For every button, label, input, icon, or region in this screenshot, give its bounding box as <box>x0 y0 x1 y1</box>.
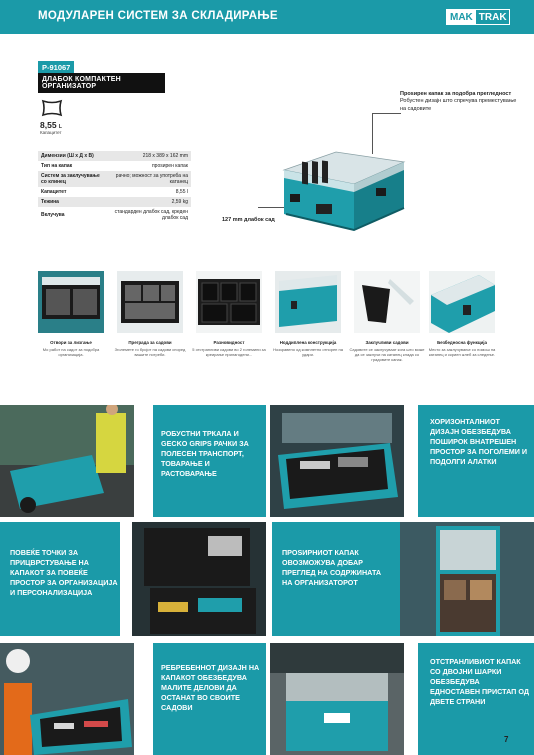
spec-row <box>38 207 191 223</box>
feature-title: Преграда за садови <box>128 340 172 345</box>
panel-text: РОБУСТНИ ТРКАЛА И GECKO GRIPS РАЧКИ ЗА ПОЛЕСЕН ТРАНСПОРТ, ТОВАРАЊЕ И РАСТОВАРАЊЕ <box>161 429 249 478</box>
lid-callout <box>400 91 520 113</box>
header-title: МОДУЛАРЕН СИСТЕМ ЗА СКЛАДИРАЊЕ <box>38 10 278 22</box>
spec-value: 2,59 kg <box>108 197 191 207</box>
logo-mak: MAK <box>447 10 476 24</box>
panel-text: ОТСТРАНЛИВИОТ КАПАК СО ДВОЈНИ ШАРКИ ОБЕЗБЕДУВА ЕДНОСТАВЕН ПРИСТАП ОД ДВЕТЕ СТРАНИ <box>430 657 529 706</box>
spec-value: 8,55 l <box>175 189 188 195</box>
capacity-number: 8,55 <box>40 120 57 130</box>
panel-photo <box>270 405 404 517</box>
feature-desc: Мо работ на садот за подобра организација. <box>42 347 100 358</box>
panel-text: ХОРИЗОНТАЛНИОТ ДИЗАЈН ОБЕЗБЕДУВА ПОШИРОК ВНАТРЕШЕН ПРОСТОР ЗА ПОГОЛЕМИ И ПОДОЛГИ АЛАТКИ <box>430 417 528 466</box>
panel-text: ПОВЕЌЕ ТОЧКИ ЗА ПРИЦВРСТУВАЊЕ НА КАПАКОТ ЗА ПОВЕЌЕ ПРОСТОР ЗА ОРГАНИЗАЦИЈА И ПЕРСОНАЛИЗАЦИЈА <box>10 548 118 597</box>
callout-title: Проѕирен капак за подобра прегледност <box>400 91 512 97</box>
spec-key: Тежина <box>38 197 108 207</box>
organizer-product-image <box>276 142 412 238</box>
spec-value: рачно; можност за употреба на катанец <box>108 171 191 187</box>
page-number: 7 <box>504 735 509 744</box>
product-title: ДЛАБОК КОМПАКТЕН ОРГАНИЗАТОР <box>38 73 165 93</box>
callout-text: Робустен дизајн што спречува преместување на садовите <box>400 98 517 112</box>
feature-photo <box>117 271 183 333</box>
feature-desc: Ноззравено од комплетно отпорен на удари. <box>273 347 343 358</box>
feature-title: Безбедносна функција <box>437 340 487 345</box>
spec-value: проѕирен капак <box>151 163 188 169</box>
panel-photo <box>400 522 534 636</box>
feature-photo <box>196 271 262 333</box>
panel-text: ПРОЅИРНИОТ КАПАК ОВОЗМОЖУВА ДОБАР ПРЕГЛЕД НА СОДРЖИНАТА НА ОРГАНИЗАТОРОТ <box>282 548 382 587</box>
spec-row <box>38 161 191 171</box>
feature-desc: 5 отстранливи садови во 2 големини за креирање прилагодени... <box>192 347 266 358</box>
spec-key: Тип на капак <box>41 163 73 169</box>
feature-photo <box>275 271 341 333</box>
feature-photo <box>354 271 420 333</box>
spec-key: Димензии (Ш х Д х В) <box>38 151 108 161</box>
feature-desc: Зголемете го бројот на садови според вашите потреби. <box>114 347 186 358</box>
spec-row <box>38 187 191 197</box>
feature-photo <box>38 271 104 333</box>
feature-title: Разновидност <box>213 340 245 345</box>
depth-label: 127 mm длабок сад <box>222 217 275 223</box>
spec-value: стандарден длабок сад, креден длабок сад <box>114 209 188 221</box>
spec-row <box>38 151 191 161</box>
maktrak-logo <box>446 9 510 25</box>
panel-photo <box>132 522 266 636</box>
panel-photo <box>0 405 134 517</box>
feature-title: Отвори за лизгање <box>50 340 92 345</box>
capacity-label: Капацитет <box>40 130 62 135</box>
panel-text: РЕБРЕБЕННОТ ДИЗАЈН НА КАПАКОТ ОБЕЗБЕДУВА МАЛИТЕ ДЕЛОВИ ДА ОСТАНАТ ВО СВОИТЕ САДОВИ <box>161 663 260 712</box>
product-code: P-91067 <box>38 61 74 74</box>
panel-photo <box>270 643 404 755</box>
panel-photo <box>0 643 134 755</box>
spec-value: 218 x 389 x 162 mm <box>108 151 191 161</box>
spec-key: Систем за заклучување со клинец <box>38 171 108 187</box>
spec-row <box>38 197 191 207</box>
feature-title: Заклучливи садови <box>365 340 409 345</box>
spec-key: Капацитет <box>41 189 67 195</box>
spec-row <box>38 171 191 187</box>
feature-photo <box>429 271 495 333</box>
feature-desc: Место за заклучување со помош на катанец и скриен жлеб за следење. <box>428 347 496 358</box>
logo-trak: TRAK <box>478 11 507 23</box>
capacity-icon <box>40 99 64 117</box>
feature-desc: Садовите се заклучуваат кога што може да се заклучи на катанец клада со градовите капак. <box>349 347 425 363</box>
feature-title: Ноддипленa конструкција <box>279 340 337 345</box>
capacity-value <box>40 120 62 130</box>
spec-key: Вклучува <box>41 212 65 218</box>
spec-table <box>38 151 191 223</box>
capacity-unit: L <box>58 124 62 130</box>
